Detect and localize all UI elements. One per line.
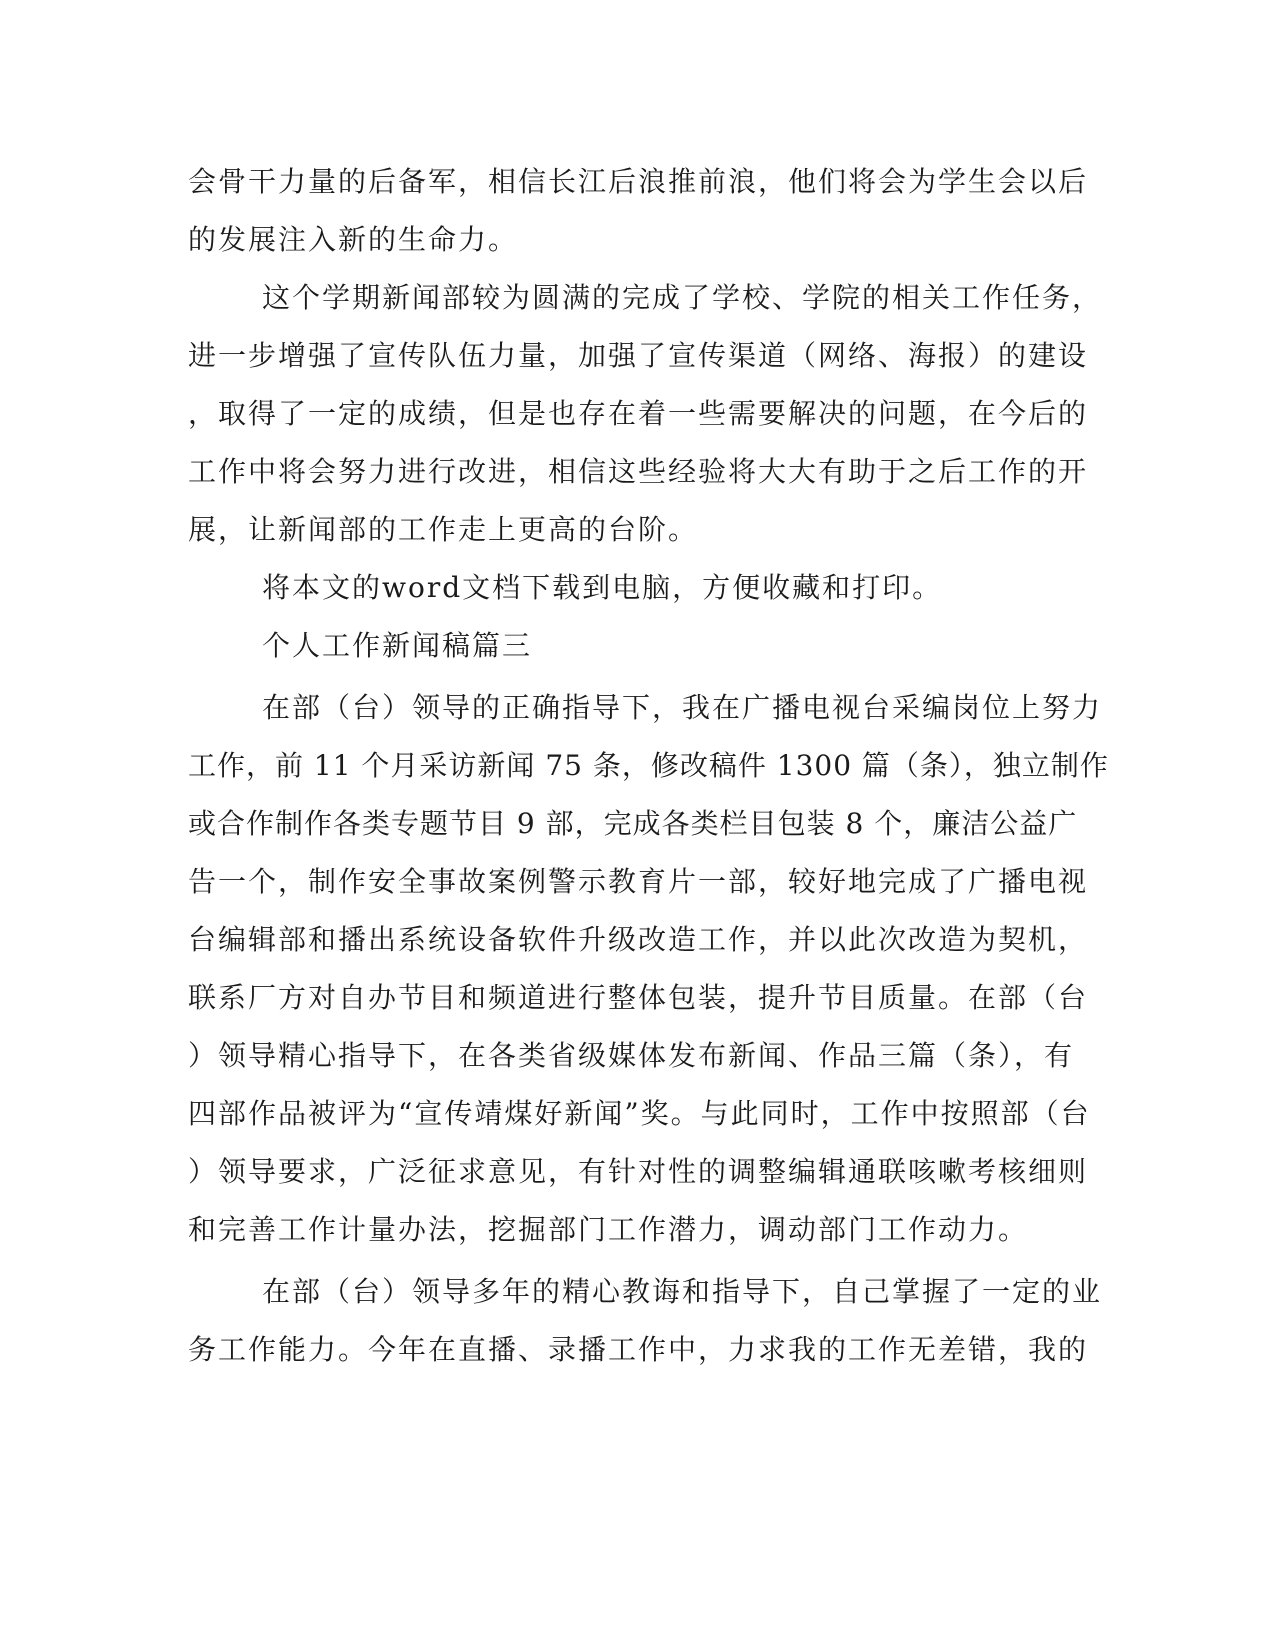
text-line: 将本文的word文档下载到电脑，方便收藏和打印。 bbox=[262, 571, 943, 604]
text-line: 或合作制作各类专题节目 9 部，完成各类栏目包装 8 个，廉洁公益广 bbox=[188, 807, 1078, 840]
text-line: 告一个，制作安全事故案例警示教育片一部，较好地完成了广播电视 bbox=[188, 865, 1089, 898]
text-line: 务工作能力。今年在直播、录播工作中，力求我的工作无差错，我的 bbox=[188, 1333, 1089, 1366]
text-line: 台编辑部和播出系统设备软件升级改造工作，并以此次改造为契机， bbox=[188, 923, 1089, 956]
text-line: 进一步增强了宣传队伍力量，加强了宣传渠道（网络、海报）的建设 bbox=[188, 339, 1089, 372]
text-line: ）领导要求，广泛征求意见，有针对性的调整编辑通联咳嗽考核细则 bbox=[188, 1155, 1089, 1188]
text-line: ）领导精心指导下，在各类省级媒体发布新闻、作品三篇（条），有 bbox=[188, 1039, 1075, 1072]
text-line: 这个学期新闻部较为圆满的完成了学校、学院的相关工作任务， bbox=[262, 281, 1103, 314]
text-line: 在部（台）领导多年的精心教诲和指导下，自己掌握了一定的业 bbox=[262, 1275, 1103, 1308]
text-line: 的发展注入新的生命力。 bbox=[188, 223, 519, 256]
text-line: 在部（台）领导的正确指导下，我在广播电视台采编岗位上努力 bbox=[262, 691, 1103, 724]
text-line: 工作中将会努力进行改进，相信这些经验将大大有助于之后工作的开 bbox=[188, 455, 1089, 488]
text-line: 工作，前 11 个月采访新闻 75 条，修改稿件 1300 篇（条），独立制作 bbox=[188, 749, 1109, 782]
text-line: 会骨干力量的后备军，相信长江后浪推前浪，他们将会为学生会以后 bbox=[188, 165, 1089, 198]
section-heading: 个人工作新闻稿篇三 bbox=[262, 629, 533, 662]
text-line: 展，让新闻部的工作走上更高的台阶。 bbox=[188, 513, 699, 546]
text-line: ，取得了一定的成绩，但是也存在着一些需要解决的问题，在今后的 bbox=[188, 397, 1089, 430]
text-line: 和完善工作计量办法，挖掘部门工作潜力，调动部门工作动力。 bbox=[188, 1213, 1029, 1246]
text-line: 联系厂方对自办节目和频道进行整体包装，提升节目质量。在部（台 bbox=[188, 981, 1089, 1014]
text-line: 四部作品被评为“宣传靖煤好新闻”奖。与此同时，工作中按照部（台 bbox=[188, 1097, 1091, 1130]
